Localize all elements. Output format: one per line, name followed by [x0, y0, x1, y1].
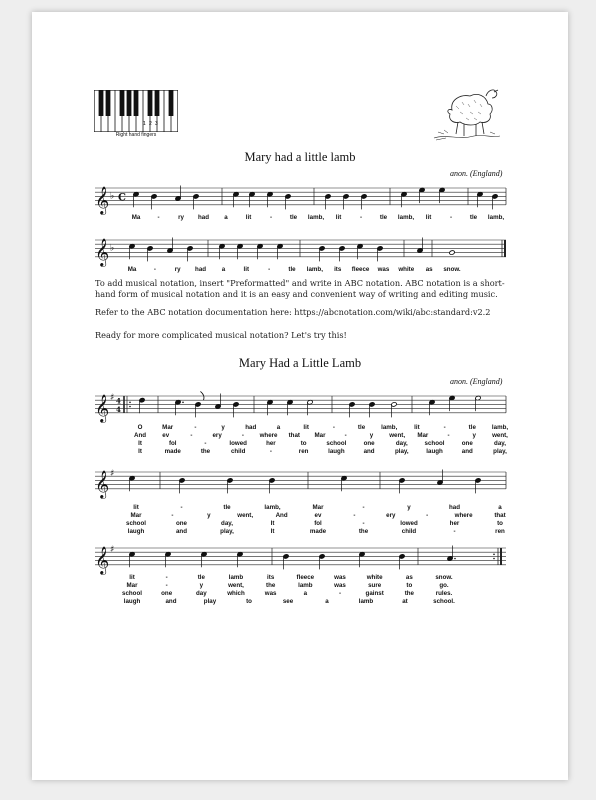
black-key: [99, 90, 104, 116]
lyric-syllable: Mar: [162, 424, 174, 431]
lyric-syllable: lit: [243, 266, 250, 273]
lyric-syllable: -: [353, 512, 356, 519]
lyric-syllable: its: [267, 574, 275, 581]
lyric-syllable: -: [269, 214, 273, 221]
song2-staff-3: [32, 540, 568, 576]
lyric-syllable: lamb,: [381, 424, 398, 431]
repeat-dot: [493, 554, 495, 556]
lyric-syllable: ery: [386, 512, 396, 519]
note-dot: [454, 558, 456, 560]
lyric-syllable: its: [334, 266, 342, 273]
document-page: [32, 12, 568, 780]
lyric-syllable: -: [190, 432, 193, 439]
lyric-syllable: was: [334, 582, 346, 589]
lyric-syllable: -: [362, 504, 365, 511]
black-key: [106, 90, 111, 116]
lyric-syllable: y: [407, 504, 411, 511]
lyric-syllable: lit: [414, 424, 420, 431]
lyric-syllable: at: [402, 598, 408, 605]
lyric-syllable: It: [138, 440, 142, 447]
lyric-syllable: her: [449, 520, 460, 527]
song2-composer: anon. (England): [450, 377, 503, 386]
lyric-syllable: made: [164, 448, 181, 455]
song1-composer: anon. (England): [450, 169, 503, 178]
lyric-syllable: ev: [162, 432, 170, 439]
lyric-syllable: which: [227, 590, 245, 597]
lyric-syllable: y: [207, 512, 211, 519]
finger-number-3: 3: [155, 121, 158, 127]
lyric-syllable: go.: [439, 582, 449, 589]
lyric-syllable: and: [165, 598, 177, 605]
treble-clef: 𝄞: [95, 185, 110, 214]
lyric-syllable: one: [461, 440, 473, 447]
lyric-syllable: -: [443, 424, 446, 431]
lyric-syllable: to: [246, 598, 252, 605]
lyric-syllable: ren: [495, 528, 505, 535]
lyric-syllable: white: [398, 266, 415, 273]
lyric-syllable: -: [426, 512, 429, 519]
lyric-syllable: tle: [288, 266, 296, 273]
lyric-syllable: and: [175, 528, 188, 535]
lyric-syllable: Mar: [312, 504, 324, 511]
lyric-syllable: school: [122, 590, 142, 597]
song2-staff-2: [32, 464, 568, 500]
black-key: [134, 90, 139, 116]
lyric-syllable: one: [175, 520, 188, 527]
piano-keyboard-icon: [94, 90, 178, 132]
lyric-syllable: the: [200, 448, 211, 455]
lyric-syllable: and: [363, 448, 375, 455]
lyric-syllable: ev: [314, 512, 322, 519]
lyric-syllable: It: [270, 520, 275, 527]
lyric-syllable: school: [126, 520, 146, 527]
instruction-paragraph-2: Refer to the ABC notation documentation here: https://abcnotation.com/wiki/abc:standard:v2.2: [95, 307, 491, 317]
song2-staff-1: [32, 388, 568, 424]
black-key: [155, 90, 160, 116]
lyric-syllable: to: [406, 582, 413, 589]
lyric-syllable: y: [369, 432, 374, 439]
lyric-syllable: play: [203, 598, 217, 605]
sharp-sign: ♯: [110, 393, 115, 404]
lyric-syllable: as: [405, 574, 413, 581]
lyric-syllable: went,: [237, 512, 254, 519]
lyric-syllable: tle: [379, 214, 388, 221]
lyric-syllable: O: [137, 424, 143, 431]
lyric-syllable: the: [404, 590, 414, 597]
repeat-dot: [129, 402, 131, 404]
common-time: C: [118, 192, 126, 204]
lyric-syllable: one: [161, 590, 173, 597]
lyric-syllable: tle: [223, 504, 231, 511]
lyric-syllable: y: [221, 424, 225, 431]
lyric-syllable: lamb,: [491, 424, 509, 431]
lyric-syllable: and: [461, 448, 473, 455]
lyric-syllable: laugh: [328, 448, 345, 455]
lyric-syllable: went,: [492, 432, 508, 439]
lyric-syllable: lit: [129, 574, 135, 581]
lyric-syllable: -: [171, 512, 174, 519]
instruction-paragraph-1: To add musical notation, insert "Preformatted" and write in ABC notation. ABC notation is a short-hand form of musical notation and it is an easy and convenient way of writing and editing music.: [95, 278, 505, 299]
lyric-syllable: -: [359, 214, 363, 221]
black-key: [169, 90, 174, 116]
song1-title: Mary had a little lamb: [244, 150, 356, 164]
lyric-syllable: where: [259, 432, 278, 439]
black-key: [127, 90, 132, 116]
lyric-syllable: white: [366, 574, 383, 581]
song1-staff-1: [32, 180, 568, 216]
lyric-syllable: -: [332, 424, 335, 431]
lyric-syllable: Ma: [127, 266, 137, 273]
lyric-syllable: -: [362, 520, 365, 527]
sharp-sign: ♯: [110, 545, 115, 556]
lyric-syllable: made: [309, 528, 327, 535]
lyric-syllable: y: [472, 432, 477, 439]
lyric-syllable: lamb,: [306, 266, 323, 273]
lyric-syllable: went,: [389, 432, 406, 439]
lyric-syllable: went,: [228, 582, 244, 589]
note-head: [449, 250, 455, 255]
lyric-syllable: -: [165, 582, 168, 589]
lamb-illustration: [430, 82, 502, 142]
lyric-syllable: had: [448, 504, 461, 511]
keyboard-caption: Right hand fingers: [115, 132, 157, 138]
lyric-syllable: lamb,: [264, 504, 281, 511]
lyric-syllable: -: [449, 214, 453, 221]
lyric-syllable: tle: [197, 574, 205, 581]
lyric-syllable: -: [241, 432, 244, 439]
lyric-syllable: was: [334, 574, 346, 581]
lyric-syllable: child: [230, 448, 246, 455]
repeat-dot: [129, 406, 131, 408]
lyric-syllable: snow.: [443, 266, 461, 273]
lyric-syllable: a: [325, 598, 329, 605]
lyric-syllable: where: [454, 512, 473, 519]
lyric-syllable: sure: [368, 582, 382, 589]
flat-sign: ♭: [110, 243, 115, 254]
lyric-syllable: tle: [357, 424, 366, 431]
lyric-syllable: see: [282, 598, 294, 605]
lyric-syllable: lamb: [358, 598, 374, 605]
note-dot: [182, 402, 184, 404]
lyric-syllable: school: [326, 440, 347, 447]
lyric-syllable: Ma: [131, 214, 141, 221]
lyric-syllable: lamb,: [307, 214, 325, 221]
lyric-syllable: the: [358, 528, 369, 535]
lyric-syllable: laugh: [123, 598, 141, 605]
lyric-syllable: had: [197, 214, 210, 221]
lyric-syllable: y: [199, 582, 204, 589]
lyric-syllable: one: [363, 440, 375, 447]
lyric-syllable: the: [266, 582, 276, 589]
lyric-syllable: -: [204, 440, 207, 447]
lyric-syllable: tle: [289, 214, 298, 221]
lyric-syllable: And: [275, 512, 288, 519]
lyric-syllable: It: [138, 448, 142, 455]
song2-title: Mary Had a Little Lamb: [238, 356, 362, 370]
lyric-syllable: fleece: [296, 574, 315, 581]
lyric-syllable: snow.: [435, 574, 453, 581]
lyric-syllable: ry: [178, 214, 184, 221]
treble-clef: 𝄞: [95, 393, 110, 422]
lyric-syllable: to: [497, 520, 503, 527]
lyric-syllable: Mar: [417, 432, 429, 439]
lyric-syllable: day,: [221, 520, 233, 527]
lyric-syllable: lit: [425, 214, 432, 221]
lyric-syllable: a: [498, 504, 502, 511]
lyric-syllable: fol: [314, 520, 322, 527]
treble-clef: 𝄞: [95, 545, 110, 574]
lyric-syllable: -: [453, 528, 456, 535]
lyric-syllable: a: [303, 590, 308, 597]
lyric-syllable: tle: [469, 214, 478, 221]
lyric-syllable: school.: [433, 598, 455, 605]
lyric-syllable: child: [401, 528, 417, 535]
lyric-syllable: -: [338, 590, 342, 597]
lyric-syllable: tle: [468, 424, 476, 431]
sharp-sign: ♯: [110, 469, 115, 480]
lyric-syllable: laugh: [426, 448, 443, 455]
treble-clef: 𝄞: [95, 237, 110, 266]
lyric-syllable: her: [266, 440, 276, 447]
lyric-syllable: that: [288, 432, 300, 439]
lyric-syllable: play,: [394, 448, 409, 455]
lyric-syllable: day,: [395, 440, 408, 447]
lyric-syllable: Mar: [130, 512, 142, 519]
lyric-syllable: lamb,: [397, 214, 415, 221]
lyric-syllable: lowed: [400, 520, 418, 527]
lyric-syllable: rules.: [435, 590, 453, 597]
lyric-syllable: It: [270, 528, 275, 535]
lyric-syllable: lit: [335, 214, 342, 221]
lyric-syllable: had: [245, 424, 257, 431]
lyric-syllable: -: [269, 448, 272, 455]
lyric-syllable: -: [153, 266, 156, 273]
lyric-syllable: ren: [298, 448, 309, 455]
lyric-syllable: ry: [174, 266, 181, 273]
black-key: [148, 90, 153, 116]
lyric-syllable: a: [221, 266, 226, 273]
treble-clef: 𝄞: [95, 469, 110, 498]
lyric-syllable: was: [264, 590, 277, 597]
lyric-syllable: lamb: [228, 574, 244, 581]
lyric-syllable: -: [194, 424, 197, 431]
lyric-syllable: fol: [168, 440, 177, 447]
black-key: [120, 90, 125, 116]
lyric-syllable: lit: [303, 424, 309, 431]
lyric-syllable: to: [300, 440, 307, 447]
song1-staff-2: [32, 232, 568, 268]
lyric-syllable: a: [276, 424, 281, 431]
instruction-paragraph-3: Ready for more complicated musical notation? Let's try this!: [95, 330, 347, 340]
lyric-syllable: as: [425, 266, 433, 273]
lyric-syllable: school: [424, 440, 445, 447]
lyric-syllable: -: [165, 574, 168, 581]
lyric-syllable: lit: [245, 214, 252, 221]
lyric-syllable: had: [195, 266, 207, 273]
lyric-syllable: lit: [133, 504, 139, 511]
finger-number-2: 2: [149, 121, 152, 127]
lyric-syllable: -: [157, 214, 160, 221]
lyric-syllable: -: [344, 432, 347, 439]
time-signature-bottom: 4: [116, 404, 121, 414]
lyric-syllable: -: [180, 504, 183, 511]
lyric-syllable: day,: [494, 440, 506, 447]
lyric-syllable: play,: [220, 528, 234, 535]
lyric-syllable: that: [494, 512, 506, 519]
lyric-syllable: day: [195, 590, 207, 597]
lyric-syllable: And: [133, 432, 147, 439]
lyric-syllable: gainst: [365, 590, 384, 597]
lyric-syllable: play,: [493, 448, 507, 455]
lyric-syllable: a: [224, 214, 228, 221]
lyric-syllable: was: [377, 266, 390, 273]
lyric-syllable: laugh: [127, 528, 145, 535]
flat-sign: ♭: [110, 191, 115, 202]
lyric-syllable: lamb,: [487, 214, 505, 221]
lyric-syllable: -: [268, 266, 271, 273]
finger-number-1: 1: [143, 121, 146, 127]
lyric-syllable: -: [447, 432, 450, 439]
lyric-syllable: Mar: [314, 432, 326, 439]
repeat-dot: [493, 558, 495, 560]
lyric-syllable: fleece: [351, 266, 370, 273]
lyric-syllable: lowed: [229, 440, 247, 447]
lyric-syllable: lamb: [298, 582, 313, 589]
lyric-syllable: ery: [212, 432, 222, 439]
time-signature-top: 4: [116, 396, 121, 406]
lyric-syllable: Mar: [126, 582, 138, 589]
